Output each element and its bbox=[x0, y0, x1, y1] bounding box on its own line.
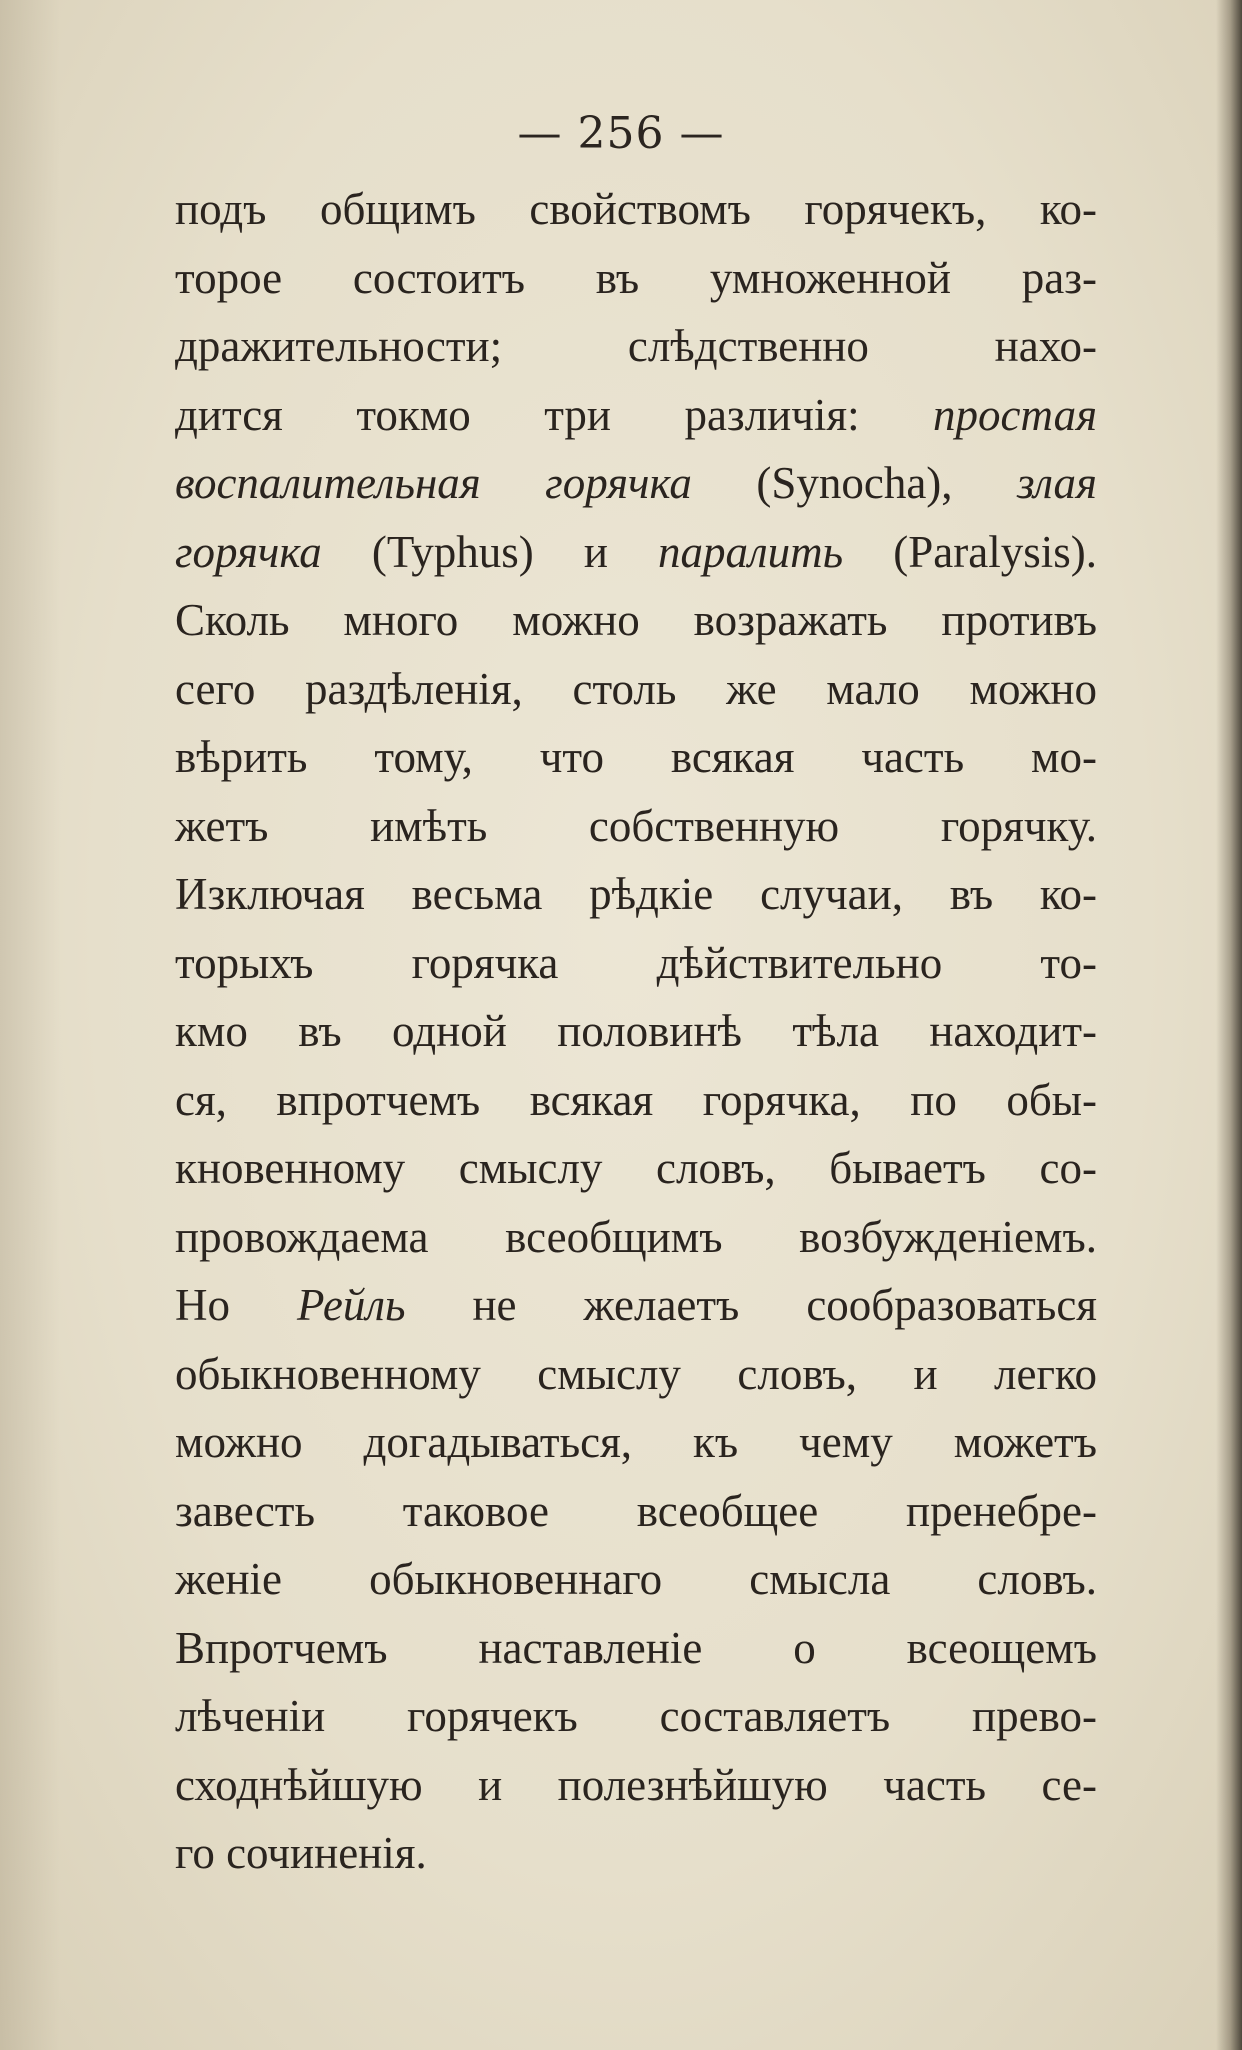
text-line bbox=[175, 1614, 1097, 1683]
text-segment: завесть таковое всеобщее пренебре- bbox=[175, 1485, 1097, 1536]
text-line bbox=[175, 1340, 1097, 1409]
text-segment: провождаема всеобщимъ возбужденіемъ. bbox=[175, 1211, 1097, 1262]
text-line bbox=[175, 1066, 1097, 1135]
text-segment: сходнѣйшую и полезнѣйшую часть се- bbox=[175, 1759, 1097, 1810]
text-segment: (Paralysis). bbox=[843, 526, 1097, 577]
italic-text-segment: простая bbox=[933, 389, 1097, 440]
page-gutter-shade bbox=[0, 0, 60, 2050]
text-line bbox=[175, 792, 1097, 861]
text-segment: торыхъ горячка дѣйствительно то- bbox=[175, 937, 1097, 988]
text-segment: (Synocha), bbox=[691, 458, 1017, 508]
text-segment: го сочиненія. bbox=[175, 1828, 427, 1878]
page-edge bbox=[1216, 0, 1242, 2050]
text-line bbox=[175, 312, 1097, 381]
text-line bbox=[175, 381, 1097, 450]
text-line bbox=[175, 518, 1097, 587]
text-line bbox=[175, 929, 1097, 998]
text-line bbox=[175, 1751, 1097, 1820]
text-line bbox=[175, 175, 1097, 244]
text-segment: женіе обыкновеннаго смысла словъ. bbox=[175, 1554, 1097, 1604]
text-segment: можно догадываться, къ чему можетъ bbox=[175, 1417, 1097, 1467]
text-segment: подъ общимъ свойствомъ горячекъ, ко- bbox=[175, 184, 1097, 234]
text-segment: кмо въ одной половинѣ тѣла находит- bbox=[175, 1006, 1097, 1056]
text-segment: вѣрить тому, что всякая часть мо- bbox=[175, 732, 1097, 782]
text-segment: ся, впротчемъ всякая горячка, по обы- bbox=[175, 1074, 1097, 1125]
text-line bbox=[175, 655, 1097, 724]
italic-text-segment: злая bbox=[1016, 458, 1097, 508]
text-segment: дражительности; слѣдственно нахо- bbox=[175, 321, 1097, 371]
text-segment: дится токмо три различія: bbox=[175, 389, 934, 440]
italic-text-segment: паралить bbox=[658, 526, 844, 577]
text-line bbox=[175, 997, 1097, 1066]
text-line bbox=[175, 1134, 1097, 1203]
text-segment: сего раздѣленія, столь же мало можно bbox=[175, 663, 1097, 714]
text-line bbox=[175, 1477, 1097, 1546]
text-line bbox=[175, 1203, 1097, 1272]
text-segment: лѣченіи горячекъ составляетъ прево- bbox=[175, 1691, 1097, 1741]
page-number: — 256 — bbox=[517, 108, 725, 159]
text-line bbox=[175, 860, 1097, 929]
italic-text-segment: воспалительная горячка bbox=[175, 458, 692, 508]
text-segment: не желаетъ сообразоваться bbox=[405, 1280, 1098, 1330]
italic-text-segment: Рейль bbox=[297, 1280, 406, 1330]
text-line bbox=[175, 723, 1097, 792]
text-line bbox=[175, 1682, 1097, 1751]
body-text bbox=[175, 175, 1097, 1888]
text-segment: кновенному смыслу словъ, бываетъ со- bbox=[175, 1143, 1097, 1193]
italic-text-segment: горячка bbox=[175, 526, 322, 577]
text-line bbox=[175, 449, 1097, 518]
text-line bbox=[175, 244, 1097, 313]
text-line bbox=[175, 1819, 1097, 1888]
text-segment: торое состоитъ въ умноженной раз- bbox=[175, 252, 1097, 303]
text-line bbox=[175, 1271, 1097, 1340]
text-segment: Впротчемъ наставленіе о всеощемъ bbox=[175, 1622, 1097, 1673]
text-segment: Изключая весьма рѣдкіе случаи, въ ко- bbox=[175, 869, 1097, 919]
text-line bbox=[175, 586, 1097, 655]
text-line bbox=[175, 1545, 1097, 1614]
text-segment: жетъ имѣть собственную горячку. bbox=[175, 800, 1097, 851]
text-segment: Сколь много можно возражать противъ bbox=[175, 595, 1097, 645]
text-line bbox=[175, 1408, 1097, 1477]
text-segment: Но bbox=[175, 1280, 298, 1330]
text-segment: обыкновенному смыслу словъ, и легко bbox=[175, 1348, 1097, 1399]
text-segment: (Typhus) и bbox=[321, 526, 659, 577]
